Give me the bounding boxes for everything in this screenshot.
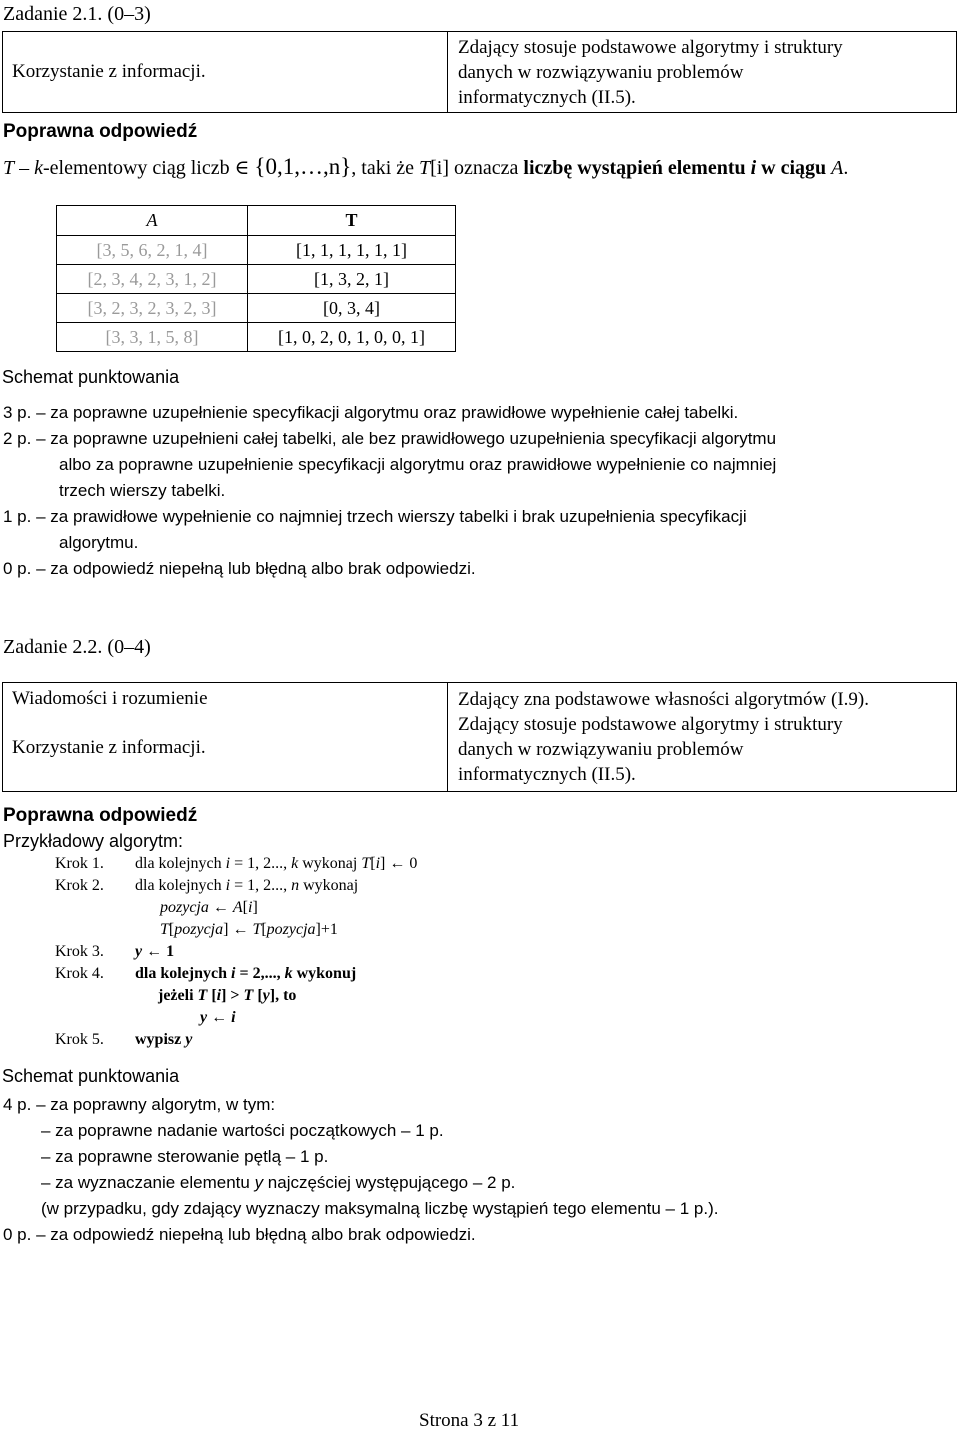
step-2-line-3: T[pozycja] ← T[pozycja]+1 (160, 921, 338, 938)
task2-title: Zadanie 2.2. (0–4) (3, 636, 151, 658)
task1-scoring (3, 400, 958, 582)
header-t: T (248, 206, 456, 236)
step-4-line-3: y ← i (200, 1009, 236, 1026)
task2-scoring-heading: Schemat punktowania (2, 1066, 180, 1086)
step-5: Krok 5. wypisz y (55, 1031, 193, 1048)
cell-a: [3, 3, 1, 5, 8] (57, 323, 248, 352)
scoring-4p: 4 p. – za poprawny algorytm, w tym: (3, 1095, 276, 1114)
scoring-3p: 3 p. – za poprawne uzupełnienie specyfikacji algorytmu oraz prawidłowe wypełnienie całej tabelki. (3, 403, 739, 422)
scoring-0p: 0 p. – za odpowiedź niepełną lub błędną albo brak odpowiedzi. (3, 1225, 476, 1244)
scoring-2p: 2 p. – za poprawne uzupełnieni całej tabelki, ale bez prawidłowego uzupełnienia specyfikacji algorytmu albo za poprawne uzupełnienie specyfikacji algorytmu oraz prawidłowe wypełnienie co najmniej trzech wierszy tabelki. (3, 429, 777, 500)
cell-a: [2, 3, 4, 2, 3, 1, 2] (57, 265, 248, 294)
cell-t: [0, 3, 4] (248, 294, 456, 323)
cell-t: [1, 0, 2, 0, 1, 0, 0, 1] (248, 323, 456, 352)
task1-spec-table (2, 31, 957, 113)
scoring-sub-2: – za poprawne sterowanie pętlą – 1 p. (41, 1147, 329, 1166)
step-2-line-2: pozycja ← A[i] (160, 899, 258, 916)
task1-spec-left: Korzystanie z informacji. (3, 32, 448, 113)
algorithm (55, 853, 655, 1051)
task1-spec-right: Zdający stosuje podstawowe algorytmy i struktury danych w rozwiązywaniu problemów informatycznych (II.5). (448, 32, 957, 113)
step-4: Krok 4. dla kolejnych i = 2,..., k wykonuj (55, 965, 357, 982)
task1-answer-line: T – k-elementowy ciąg liczb ∈ {0,1,…,n}, taki że T[i] oznacza liczbę wystąpień elementu i w ciągu A. (3, 154, 849, 179)
task1-title: Zadanie 2.1. (0–3) (3, 3, 151, 25)
answer-table (56, 205, 456, 352)
example-label: Przykładowy algorytm: (3, 831, 184, 851)
cell-a: [3, 2, 3, 2, 3, 2, 3] (57, 294, 248, 323)
page-footer: Strona 3 z 11 (419, 1410, 520, 1431)
task2-spec-right: Zdający zna podstawowe własności algorytmów (I.9). Zdający stosuje podstawowe algorytmy i struktury danych w rozwiązywaniu problemów informatycznych (II.5). (448, 683, 957, 792)
step-1: Krok 1. dla kolejnych i = 1, 2..., k wykonaj T[i] ← 0 (55, 855, 418, 872)
header-a: A (57, 206, 248, 236)
scoring-0p: 0 p. – za odpowiedź niepełną lub błędną albo brak odpowiedzi. (3, 559, 476, 578)
task2-spec-left: Wiadomości i rozumienie Korzystanie z informacji. (3, 683, 448, 792)
scoring-sub-3: – za wyznaczanie elementu y najczęściej występującego – 2 p. (41, 1173, 516, 1192)
step-4-line-2: jeżeli T [i] > T [y], to (158, 987, 297, 1004)
cell-a: [3, 5, 6, 2, 1, 4] (57, 236, 248, 265)
task2-spec-table (2, 682, 957, 792)
task1-scoring-heading: Schemat punktowania (2, 367, 180, 387)
step-3: Krok 3. y ← 1 (55, 943, 175, 960)
scoring-sub-4: (w przypadku, gdy zdający wyznaczy maksymalną liczbę wystąpień tego elementu – 1 p.). (41, 1199, 719, 1218)
scoring-1p: 1 p. – za prawidłowe wypełnienie co najmniej trzech wierszy tabelki i brak uzupełnienia specyfikacji algorytmu. (3, 507, 747, 552)
task2-scoring (3, 1092, 958, 1248)
cell-t: [1, 3, 2, 1] (248, 265, 456, 294)
scoring-sub-1: – za poprawne nadanie wartości początkowych – 1 p. (41, 1121, 444, 1140)
task2-answer-heading: Poprawna odpowiedź (3, 805, 198, 826)
cell-t: [1, 1, 1, 1, 1, 1] (248, 236, 456, 265)
step-2: Krok 2. dla kolejnych i = 1, 2..., n wykonaj (55, 877, 359, 894)
task1-answer-heading: Poprawna odpowiedź (3, 121, 198, 142)
